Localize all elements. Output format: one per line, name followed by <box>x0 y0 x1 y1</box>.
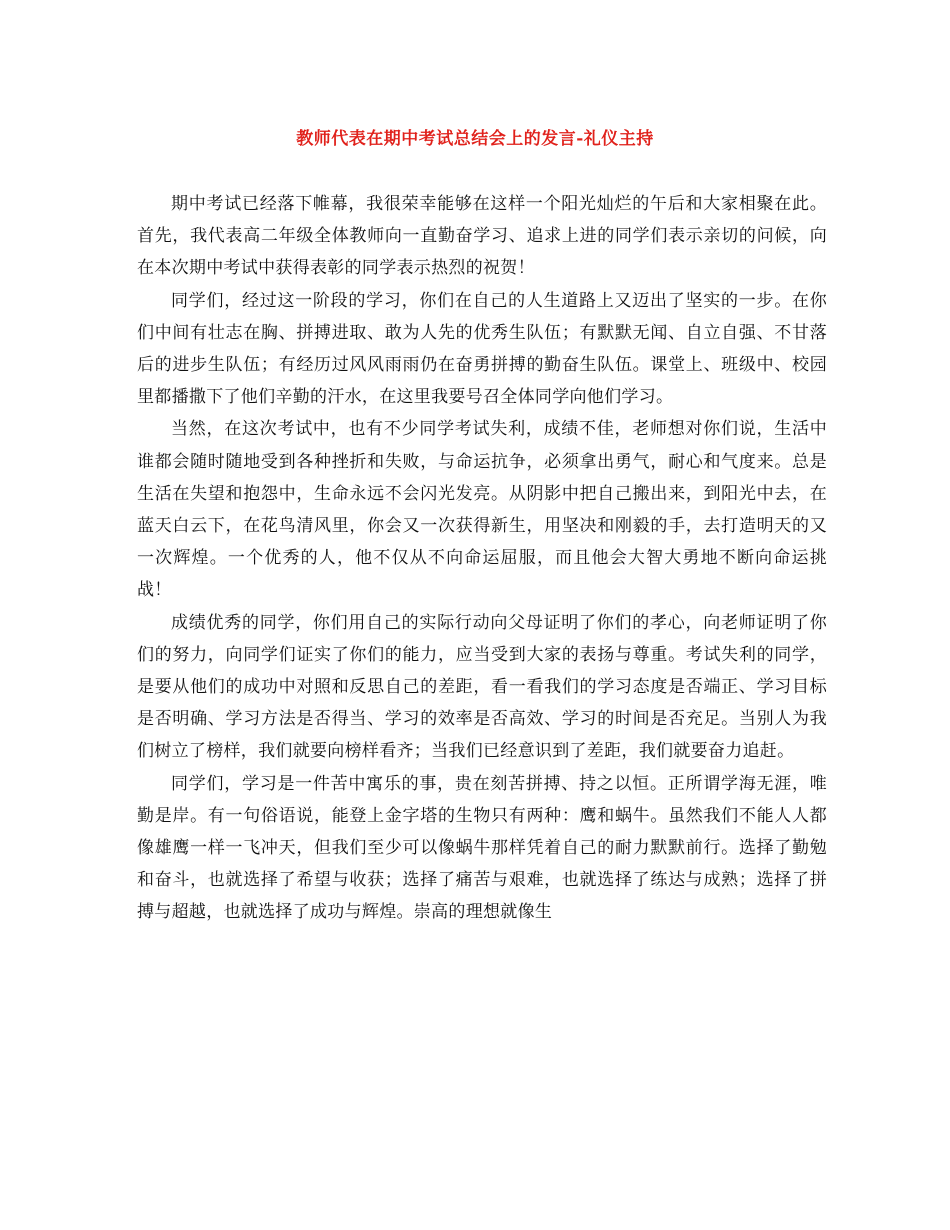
document-title: 教师代表在期中考试总结会上的发言-礼仪主持 <box>296 129 654 149</box>
paragraph: 同学们，学习是一件苦中寓乐的事，贵在刻苦拼搏、持之以恒。正所谓学海无涯，唯勤是岸。有一句俗语说，能登上金字塔的生物只有两种：鹰和蜗牛。虽然我们不能人人都像雄鹰一样一飞冲天，但我们至少可以像蜗牛那样凭着自己的耐力默默前行。选择了勤勉和奋斗，也就选择了希望与收获；选择了痛苦与艰难，也就选择了练达与成熟；选择了拼搏与超越，也就选择了成功与辉煌。崇高的理想就像生 <box>137 773 827 923</box>
paragraph: 成绩优秀的同学，你们用自己的实际行动向父母证明了你们的孝心，向老师证明了你们的努力，向同学们证实了你们的能力，应当受到大家的表扬与尊重。考试失利的同学，是要从他们的成功中对照和反思自己的差距，看一看我们的学习态度是否端正、学习目标是否明确、学习方法是否得当、学习的效率是否高效、学习的时间是否充足。当别人为我们树立了榜样，我们就要向榜样看齐；当我们已经意识到了差距，我们就要奋力追赶。 <box>137 612 827 762</box>
paragraph: 同学们，经过这一阶段的学习，你们在自己的人生道路上又迈出了坚实的一步。在你们中间有壮志在胸、拼搏进取、敢为人先的优秀生队伍；有默默无闻、自立自强、不甘落后的进步生队伍；有经历过风风雨雨仍在奋勇拼搏的勤奋生队伍。课堂上、班级中、校园里都播撒下了他们辛勤的汗水，在这里我要号召全体同学向他们学习。 <box>137 290 827 408</box>
paragraph: 当然，在这次考试中，也有不少同学考试失利，成绩不佳，老师想对你们说，生活中谁都会随时随地受到各种挫折和失败，与命运抗争，必须拿出勇气，耐心和气度来。总是生活在失望和抱怨中，生命永远不会闪光发亮。从阴影中把自己搬出来，到阳光中去，在蓝天白云下，在花鸟清风里，你会又一次获得新生，用坚决和刚毅的手，去打造明天的又一次辉煌。一个优秀的人，他不仅从不向命运屈服，而且他会大智大勇地不断向命运挑战！ <box>137 419 827 601</box>
document-body <box>137 188 827 929</box>
paragraph: 期中考试已经落下帷幕，我很荣幸能够在这样一个阳光灿烂的午后和大家相聚在此。首先，我代表高二年级全体教师向一直勤奋学习、追求上进的同学们表示亲切的问候，向在本次期中考试中获得表彰的同学表示热烈的祝贺！ <box>137 194 827 279</box>
